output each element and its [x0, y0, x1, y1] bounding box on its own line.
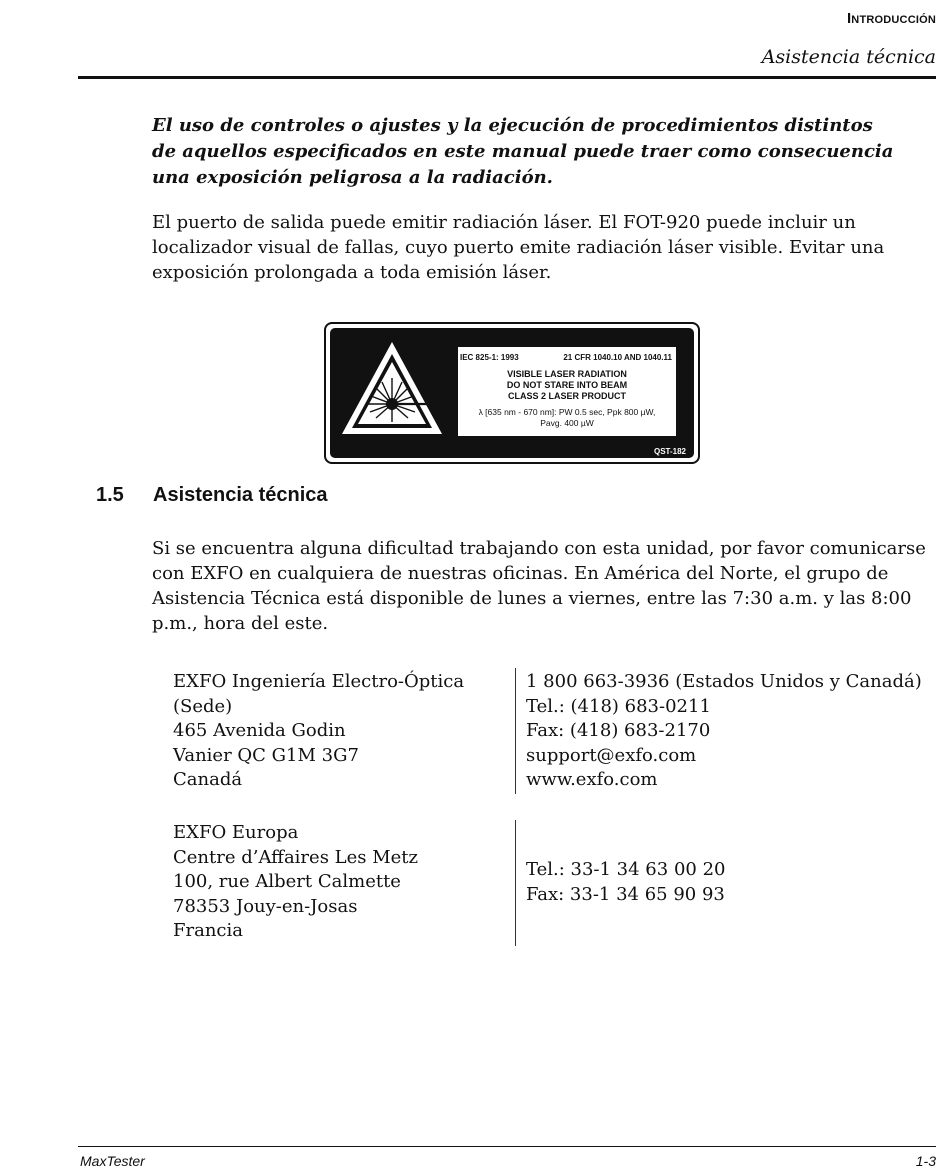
laser-spec-line: λ [635 nm - 670 nm]: PW 0.5 sec, Ppk 800 µW,	[478, 407, 656, 417]
address-line: Francia	[173, 920, 243, 941]
header-rule	[78, 76, 936, 79]
address-line: Centre d’Affaires Les Metz	[173, 846, 419, 868]
laser-spec-line: Pavg. 400 µW	[540, 418, 594, 428]
fax: Fax: (418) 683-2170	[526, 720, 711, 741]
laser-warning-line: VISIBLE LASER RADIATION	[507, 369, 627, 379]
telephone: Tel.: 33-1 34 63 00 20	[526, 859, 726, 880]
toll-free-phone: 1 800 663-3936 (Estados Unidos y Canadá)	[526, 671, 922, 692]
contact-details-europe	[526, 858, 725, 907]
laser-warning-label	[324, 322, 700, 464]
address-line: 100, rue Albert Calmette	[173, 871, 401, 892]
section-number: 1.5	[96, 484, 124, 506]
support-paragraph: Si se encuentra alguna dificultad trabajando con esta unidad, por favor comunicarse con EXFO en cualquiera de nuestras oficinas. En América del Norte, el grupo de Asistencia Técnica está disponible de lunes a viernes, entre las 7:30 a.m. y las 8:00 p.m., hora del este.	[152, 538, 926, 634]
address-line: EXFO Europa	[173, 822, 299, 843]
laser-standard-cfr: 21 CFR 1040.10 AND 1040.11	[563, 353, 672, 362]
footer-product-name: MaxTester	[80, 1153, 145, 1169]
support-email: support@exfo.com	[526, 744, 697, 766]
footer-rule	[78, 1146, 936, 1147]
laser-warning-line: CLASS 2 LASER PRODUCT	[507, 391, 626, 401]
section-title: Asistencia técnica	[153, 484, 328, 506]
laser-standard-iec: IEC 825-1: 1993	[460, 353, 519, 362]
page-number: 1-3	[915, 1153, 936, 1169]
laser-label-text-panel	[458, 347, 676, 436]
address-line: Canadá	[173, 769, 243, 790]
contact-address-europe	[173, 821, 418, 944]
address-line: 465 Avenida Godin	[173, 720, 346, 741]
laser-paragraph: El puerto de salida puede emitir radiación láser. El FOT-920 puede incluir un localizador visual de fallas, cuyo puerto emite radiación láser visible. Evitar una exposición prolongada a toda emisión láser.	[152, 212, 885, 283]
laser-label-code: QST-182	[653, 447, 686, 456]
address-line: (Sede)	[173, 695, 233, 717]
telephone: Tel.: (418) 683-0211	[526, 695, 711, 717]
website: www.exfo.com	[526, 769, 658, 790]
fax: Fax: 33-1 34 65 90 93	[526, 883, 725, 905]
address-line: Vanier QC G1M 3G7	[173, 744, 359, 766]
laser-label-body	[330, 328, 694, 458]
radiation-warning: El uso de controles o ajustes y la ejecución de procedimientos distintos de aquellos especificados en este manual puede traer como consecuencia una exposición peligrosa a la radiación.	[152, 115, 894, 188]
running-section-title: Asistencia técnica	[761, 46, 936, 68]
laser-hazard-icon	[338, 338, 446, 438]
address-line: 78353 Jouy-en-Josas	[173, 895, 358, 917]
contact-details-headquarters	[526, 670, 922, 793]
address-line: EXFO Ingeniería Electro-Óptica	[173, 671, 465, 692]
contact-address-headquarters	[173, 670, 464, 793]
contact-divider	[515, 668, 516, 794]
chapter-title: Introducción	[846, 10, 936, 27]
contact-divider	[515, 820, 516, 946]
laser-warning-line: DO NOT STARE INTO BEAM	[506, 380, 628, 390]
